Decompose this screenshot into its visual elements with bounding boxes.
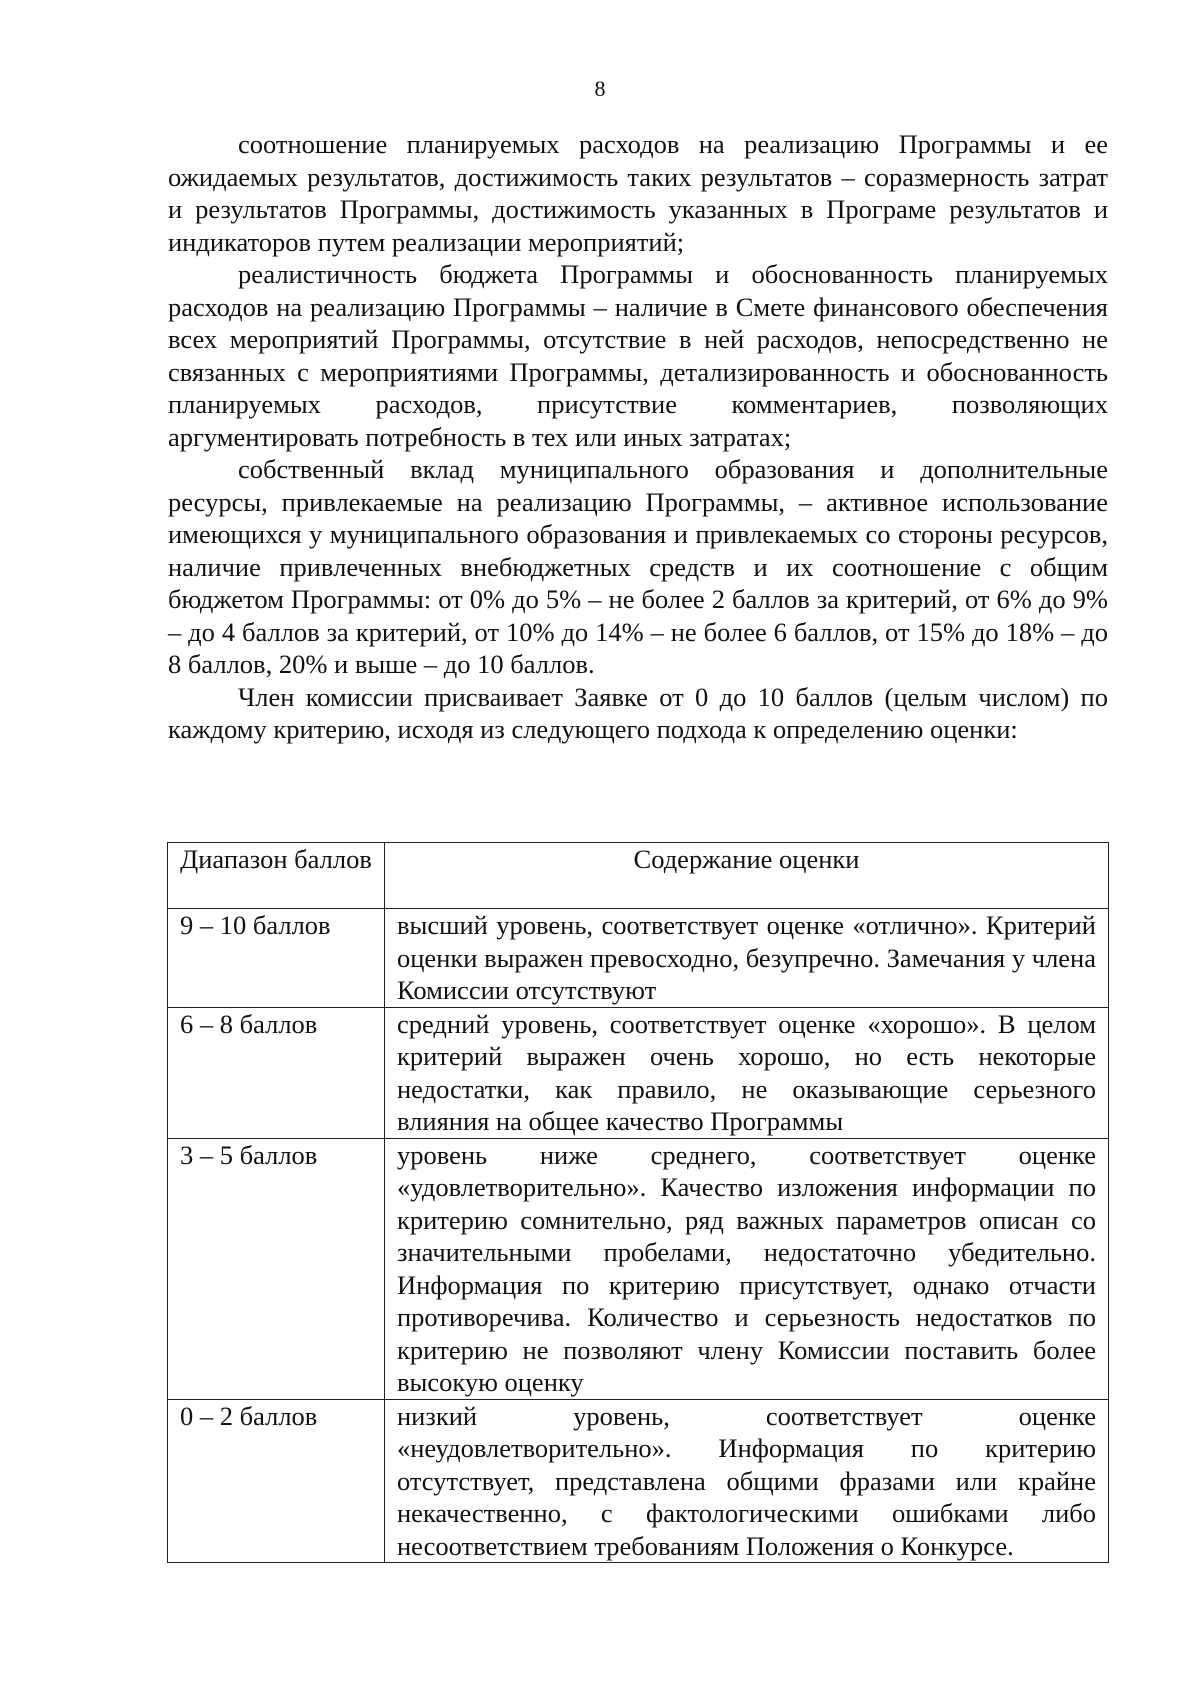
paragraph-scoring-intro: Член комиссии присваивает Заявке от 0 до 10 баллов (целым числом) по каждому критерию, исходя из следующего подхода к определению оценки:: [168, 681, 1108, 744]
document-body: [168, 128, 1108, 746]
table-row: [168, 1399, 1109, 1563]
page-number: 8: [594, 76, 606, 101]
paragraph-own-contribution: собственный вклад муниципального образования и дополнительные ресурсы, привлекаемые на реализацию Программы, – активное использование имеющихся у муниципального образования и привлекаемых со стороны ресурсов, наличие привлеченных внебюджетных средств и их соотношение с общим бюджетом Программы: от 0% до 5% – не более 2 баллов за критерий, от 6% до 9% – до 4 баллов за критерий, от 10% до 14% – не более 6 баллов, от 15% до 18% – до 8 баллов, 20% и выше – до 10 баллов.: [168, 454, 1108, 679]
table-row: [168, 1138, 1109, 1399]
paragraph-budget-realism: реалистичность бюджета Программы и обоснованность планируемых расходов на реализацию Программы – наличие в Смете финансового обеспечения всех мероприятий Программы, отсутствие в ней расходов, непосредственно не связанных с мероприятиями Программы, детализированность и обоснованность планируемых расходов, присутствие комментариев, позволяющих аргументировать потребность в тех или иных затратах;: [168, 259, 1108, 452]
score-content-cell: средний уровень, соответствует оценке «хорошо». В целом критерий выражен очень хорошо, но есть некоторые недостатки, как правило, не оказывающие серьезного влияния на общее качество Программы: [385, 1007, 1109, 1138]
header-score-content: Содержание оценки: [385, 843, 1109, 909]
score-content-cell: низкий уровень, соответствует оценке «неудовлетворительно». Информация по критерию отсутствует, представлена общими фразами или крайне некачественно, с фактологическими ошибками либо несоответствием требованиям Положения о Конкурсе.: [385, 1399, 1109, 1563]
paragraph-ratio-of-costs: соотношение планируемых расходов на реализацию Программы и ее ожидаемых результатов, достижимость таких результатов – соразмерность затрат и результатов Программы, достижимость указанных в Програме результатов и индикаторов путем реализации мероприятий;: [168, 129, 1108, 257]
score-range-cell: 3 – 5 баллов: [168, 1138, 385, 1399]
score-range-cell: 9 – 10 баллов: [168, 909, 385, 1008]
score-content-cell: высший уровень, соответствует оценке «отлично». Критерий оценки выражен превосходно, безупречно. Замечания у члена Комиссии отсутствуют: [385, 909, 1109, 1008]
table-row: [168, 1007, 1109, 1138]
score-content-cell: уровень ниже среднего, соответствует оценке «удовлетворительно». Качество изложения информации по критерию сомнительно, ряд важных параметров описан со значительными пробелами, недостаточно убедительно. Информация по критерию присутствует, однако отчасти противоречива. Количество и серьезность недостатков по критерию не позволяют члену Комиссии поставить более высокую оценку: [385, 1138, 1109, 1399]
table-header-row: [168, 843, 1109, 909]
table-row: [168, 909, 1109, 1008]
score-range-cell: 6 – 8 баллов: [168, 1007, 385, 1138]
score-range-cell: 0 – 2 баллов: [168, 1399, 385, 1563]
header-score-range: Диапазон баллов: [168, 843, 385, 909]
scoring-table: [167, 842, 1109, 1563]
